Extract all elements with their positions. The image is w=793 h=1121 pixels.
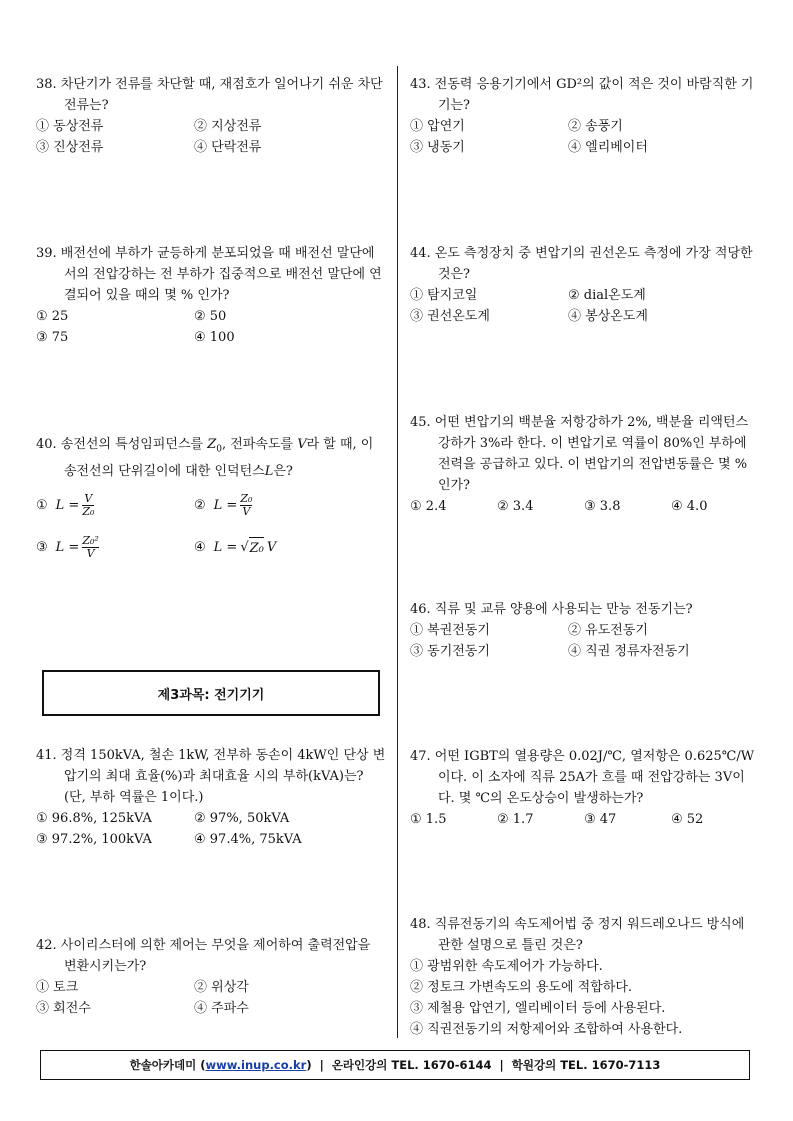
option-2[interactable]: ② dial온도계 [568,288,646,303]
options [410,956,760,1040]
question-text: 40. 송전선의 특성임피던스를 $Z_0$, 전파속도를 V라 할 때, 이 송전선의 단위길이에 대한 인덕턴스L은? [36,437,374,479]
option-3[interactable]: ③ 97.2%, 100kVA [36,832,152,847]
option-3[interactable]: ③ 75 [36,330,69,345]
option-2[interactable]: ② L = $\frac{\text{Z₀}}{V}$ [194,492,253,519]
option-1[interactable]: ① 1.5 [410,812,447,827]
option-2[interactable]: ② 위상각 [194,980,249,995]
option-4[interactable]: ④ 주파수 [194,1001,249,1016]
options [410,116,760,158]
question-48 [410,914,760,1040]
option-1[interactable]: ① 25 [36,309,69,324]
option-2[interactable]: ② 정토크 가변속도의 용도에 적합하다. [410,980,633,995]
question-46 [410,599,760,662]
option-4[interactable]: ④ 100 [194,330,235,345]
option-3[interactable]: ③ 진상전류 [36,140,104,155]
footer-link[interactable]: www.inup.co.kr [205,1058,307,1072]
subject-heading: 제3과목: 전기기기 [42,670,380,716]
option-1[interactable]: ① 96.8%, 125kVA [36,811,152,826]
option-3[interactable]: ③ L = $\frac{\text{Z₀²}}{V}$ [36,534,99,561]
question-39 [36,243,386,348]
option-1[interactable]: ① 광범위한 속도제어가 가능하다. [410,959,603,974]
option-3[interactable]: ③ 47 [584,812,617,827]
footer-suffix: ) | 온라인강의 TEL. 1670-6144 | 학원강의 TEL. 1670-7113 [306,1058,661,1072]
question-text: 48. 직류전동기의 속도제어법 중 정지 워드레오나드 방식에 관한 설명으로 틀린 것은? [410,917,745,953]
question-text: 46. 직류 및 교류 양용에 사용되는 만능 전동기는? [410,602,693,617]
options [410,496,760,517]
question-text: 41. 정격 150kVA, 철손 1kW, 전부하 동손이 4kW인 단상 변압기의 최대 효율(%)과 최대효율 시의 부하(kVA)는? (단, 부하 역률은 1이다.) [36,748,386,805]
fraction: $\frac{V}{\text{Z₀}}$ [82,492,95,519]
footer-prefix: 한솔아카데미 ( [129,1058,206,1072]
option-1[interactable]: ① 토크 [36,980,79,995]
option-3[interactable]: ③ 권선온도계 [410,309,490,324]
options [36,116,386,158]
option-1[interactable]: ① 압연기 [410,119,465,134]
options [410,620,760,662]
option-3[interactable]: ③ 동기전동기 [410,644,490,659]
fraction: $\frac{\text{Z₀}}{V}$ [240,492,253,519]
question-38 [36,74,386,158]
fraction: $\frac{\text{Z₀²}}{V}$ [82,534,99,561]
option-2[interactable]: ② 1.7 [497,812,534,827]
options [410,285,760,327]
option-1[interactable]: ① 복권전동기 [410,623,490,638]
option-2[interactable]: ② 97%, 50kVA [194,811,290,826]
option-3[interactable]: ③ 회전수 [36,1001,91,1016]
option-1[interactable]: ① 탐지코일 [410,288,478,303]
footer-bar [40,1050,750,1080]
question-42 [36,935,386,1019]
option-4[interactable]: ④ 4.0 [671,499,708,514]
option-4[interactable]: ④ 직권 정류자전동기 [568,644,690,659]
question-text: 38. 차단기가 전류를 차단할 때, 재점호가 일어나기 쉬운 차단 전류는? [36,77,383,113]
options [36,488,386,566]
question-text: 45. 어떤 변압기의 백분율 저항강하가 2%, 백분율 리액턴스강하가 3%라 한다. 이 변압기로 역률이 80%인 부하에 전력을 공급하고 있다. 이 변압기의 전압변동률은 몇 % 인가? [410,415,749,493]
question-text: 39. 배전선에 부하가 균등하게 분포되었을 때 배전선 말단에서의 전압강하는 전 부하가 집중적으로 배전선 말단에 연결되어 있을 때의 몇 % 인가? [36,246,382,303]
question-43 [410,74,760,158]
option-2[interactable]: ② 유도전동기 [568,623,648,638]
question-41 [36,745,386,850]
question-text: 47. 어떤 IGBT의 열용량은 0.02J/℃, 열저항은 0.625℃/W이다. 이 소자에 직류 25A가 흐를 때 전압강하는 3V이다. 몇 ℃의 온도상승이 발생하는가? [410,749,755,806]
options [410,809,760,830]
option-2[interactable]: ② 송풍기 [568,119,623,134]
option-1[interactable]: ① 동상전류 [36,119,104,134]
option-4[interactable]: ④ L = √ Z₀ V [194,530,352,566]
column-divider [397,66,398,1038]
question-text: 43. 전동력 응용기기에서 GD²의 값이 적은 것이 바람직한 기기는? [410,77,754,113]
question-text: 44. 온도 측정장치 중 변압기의 권선온도 측정에 가장 적당한 것은? [410,246,753,282]
options [36,306,386,348]
options [36,808,386,850]
option-2[interactable]: ② 지상전류 [194,119,262,134]
option-4[interactable]: ④ 엘리베이터 [568,140,648,155]
option-1[interactable]: ① 2.4 [410,499,447,514]
question-text: 42. 사이리스터에 의한 제어는 무엇을 제어하여 출력전압을 변환시키는가? [36,938,371,974]
question-45 [410,412,760,517]
question-40 [36,434,386,566]
option-4[interactable]: ④ 97.4%, 75kVA [194,832,302,847]
option-2[interactable]: ② 50 [194,309,227,324]
question-44 [410,243,760,327]
option-4[interactable]: ④ 52 [671,812,704,827]
option-2[interactable]: ② 3.4 [497,499,534,514]
option-3[interactable]: ③ 제철용 압연기, 엘리베이터 등에 사용된다. [410,1001,666,1016]
question-47 [410,746,760,830]
sqrt-sign: √ [240,540,249,556]
option-3[interactable]: ③ 3.8 [584,499,621,514]
options [36,977,386,1019]
option-4[interactable]: ④ 봉상온도계 [568,309,648,324]
option-4[interactable]: ④ 단락전류 [194,140,262,155]
option-1[interactable]: ① L = $\frac{V}{\text{Z₀}}$ [36,492,95,519]
option-4[interactable]: ④ 직권전동기의 저항제어와 조합하여 사용한다. [410,1022,683,1037]
option-3[interactable]: ③ 냉동기 [410,140,465,155]
